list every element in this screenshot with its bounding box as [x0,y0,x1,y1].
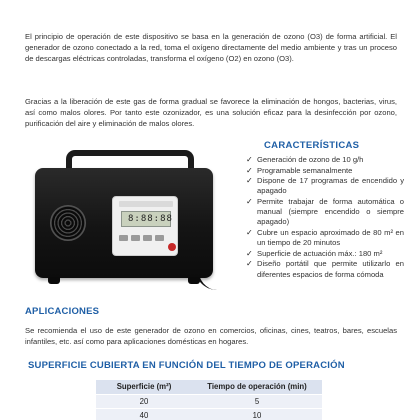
check-icon: ✓ [246,259,253,269]
table-cell: 40 [96,408,192,420]
timer-button [155,235,164,241]
intro-paragraph-principle: El principio de operación de este dispositivo se basa en la generación de ozono (O3) de forma artificial. El generador de ozono conectado a la red, toma el oxígeno directamente del medio ambiente y tras un proceso de descargas eléctricas controladas, transforma el oxígeno (O2) en ozono (O3). [25,32,397,64]
programmable-timer [112,196,178,256]
column-header-time: Tiempo de operación (min) [192,380,322,394]
check-icon: ✓ [246,227,253,237]
table-cell: 20 [96,394,192,408]
generator-foot [48,277,60,284]
timer-button [131,235,140,241]
list-item: ✓ Generación de ozono de 10 g/h [246,155,364,164]
characteristics-list [246,155,404,280]
fan-grille-icon [50,205,86,241]
list-item: ✓ Cubre un espacio aproximado de 80 m² en un tiempo de 20 minutos [246,227,404,248]
applications-title: APLICACIONES [25,306,100,317]
check-icon: ✓ [246,248,253,258]
table-row [96,394,322,408]
timer-display [121,211,171,227]
timer-label-strip [119,201,173,207]
applications-paragraph: Se recomienda el uso de este generador de ozono en comercios, oficinas, cines, teatros, bares, escuelas infantiles, etc. así como para aplicaciones domésticas en hogares. [25,326,397,347]
timer-button [143,235,152,241]
table-header-row [96,380,322,394]
timer-display-text: 8:88:88 [128,214,173,224]
check-icon: ✓ [246,196,253,206]
intro-paragraph-benefits: Gracias a la liberación de este gas de forma gradual se favorece la eliminación de hongos, bacterias, virus, así como malos olores. Por tanto este ozonizador, es una solución eficaz para la desinfección por ozono, purificación del aire y eliminación de malos olores. [25,97,397,129]
table-cell: 10 [192,408,322,420]
list-item: ✓ Permite trabajar de forma automática o manual (siempre encendido o siempre apagado) [246,196,404,227]
timer-button [119,235,128,241]
list-item: ✓ Programable semanalmente [246,165,353,175]
generator-foot [188,277,200,284]
surface-time-table [96,380,322,420]
timer-switch [168,243,176,251]
check-icon: ✓ [246,176,253,186]
characteristics-title: CARACTERÍSTICAS [264,140,360,151]
carry-handle [66,150,194,170]
list-item: ✓ Superficie de actuación máx.: 180 m² [246,248,383,258]
check-icon: ✓ [246,165,253,175]
list-item: ✓ Dispone de 17 programas de encendido y apagado [246,176,404,196]
table-cell: 5 [192,394,322,408]
surface-table-title: SUPERFICIE CUBIERTA EN FUNCIÓN DEL TIEMPO DE OPERACIÓN [28,360,345,371]
column-header-surface: Superficie (m²) [96,380,192,394]
list-item: ✓ Diseño portátil que permite utilizarlo en diferentes espacios de forma cómoda [246,259,404,279]
check-icon: ✓ [246,155,253,164]
table-row [96,408,322,420]
